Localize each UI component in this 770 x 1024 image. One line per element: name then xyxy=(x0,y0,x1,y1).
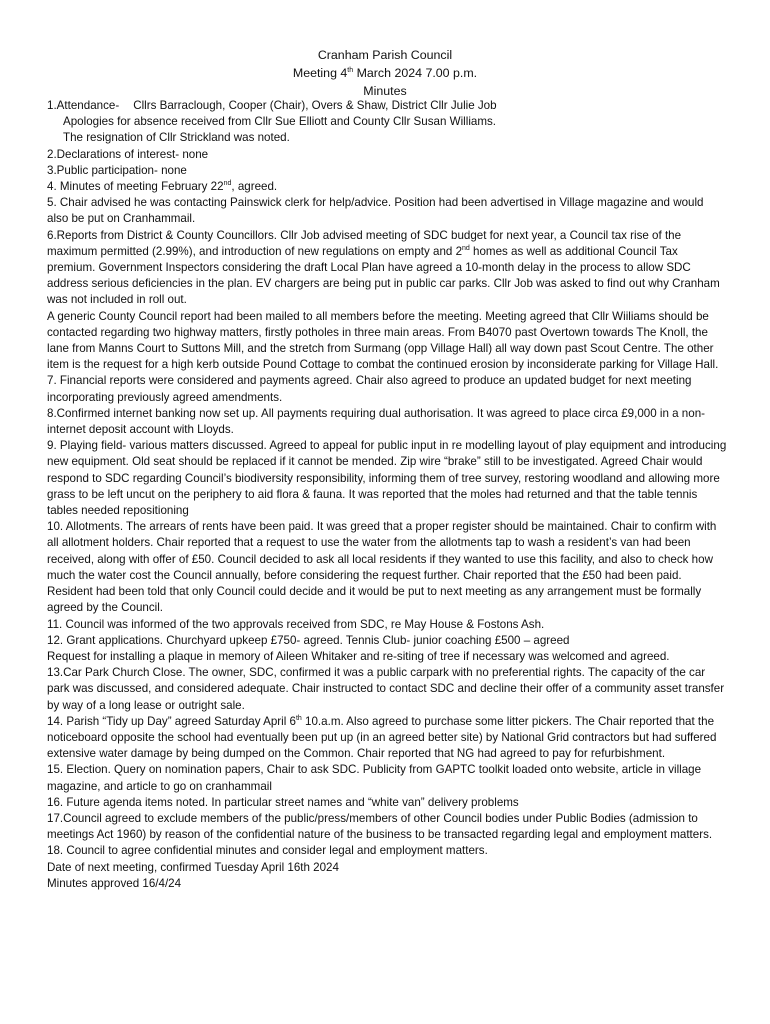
item-16-future-agenda: 16. Future agenda items noted. In particular street names and “white van” delivery problems xyxy=(47,795,519,809)
item-4-sup: nd xyxy=(223,180,232,188)
item-13-car-park: 13.Car Park Church Close. The owner, SDC, confirmed it was a public carpark with no preferential rights. The capacity of the car park was discussed, and considered adequate. Chair instructed to contact SDC and decline their offer of a community asset transfer by way of a long lease or outright sale. xyxy=(47,666,725,712)
item-4-pre: 4. Minutes of meeting February 22 xyxy=(47,180,224,194)
council-name: Cranham Parish Council xyxy=(317,48,453,62)
item-6-county-report: A generic County Council report had been mailed to all members before the meeting. Meeting agreed that Cllr Wiiliams should be contacted regarding two highway matters, firstly potholes in three main areas. From B4070 past Overtown towards The Knoll, the lane from Manns Court to Suttons Mill, and the stretch from Surmang (opp Village Hall) all way down past Scout Centre. The other item is the request for a high kerb outside Pound Cottage to combat the continued erosion by inconsiderate parking for Village Hall. xyxy=(47,309,719,372)
item-9-playing-field: 9. Playing field- various matters discussed. Agreed to appeal for public input in re modelling layout of play equipment and introducing new equipment. Old seat should be replaced if it cannot be mended. Zip wire “brake” still to be investigated. Agreed Chair would respond to SDC regarding Council’s biodiversity responsibility, informing them of tree survey, restoring woodland and allowing more grass to be left uncut on the periphery to aid flora & fauna. It was reported that the moles had returned and that the table tennis tables needed repositioning xyxy=(47,439,727,518)
item-2-declarations: 2.Declarations of interest- none xyxy=(47,147,209,161)
item-1-text: Cllrs Barraclough, Cooper (Chair), Overs & Shaw, District Cllr Julie Job xyxy=(133,99,497,112)
item-4-post: , agreed. xyxy=(231,180,278,194)
minutes-body xyxy=(47,98,727,892)
item-1-apologies: Apologies for absence received from Cllr Sue Elliott and County Cllr Susan Williams. xyxy=(63,115,497,129)
meeting-date-post: March 2024 7.00 p.m. xyxy=(353,66,478,80)
meeting-date xyxy=(0,64,770,82)
document-header xyxy=(0,46,770,100)
item-17-exclusion: 17.Council agreed to exclude members of the public/press/members of other Council bodies under Public Bodies (admission to meetings Act 1960) by reason of the confidential nature of the business to be transacted regarding legal and employment matters. xyxy=(47,811,713,842)
item-14-pre: 14. Parish “Tidy up Day” agreed Saturday April 6 xyxy=(47,714,296,728)
minutes-approved: Minutes approved 16/4/24 xyxy=(47,876,182,890)
item-6-post: homes as well as additional Council Tax premium. Government Inspectors considering the draft Local Plan have agreed a 10-month delay in the process to allow SDC address serious deficiencies in the plan. EV chargers are being put in public car parks. Cllr Job was asked to find out why Cranham was not included in roll out. xyxy=(47,244,720,307)
item-6-pre: 6.Reports from District & County Councillors. Cllr Job advised meeting of SDC budget for next year, a Council tax rise of the maximum permitted (2.99%), and introduction of new regulations on empty and 2 xyxy=(47,228,682,258)
next-meeting-date: Date of next meeting, confirmed Tuesday April 16th 2024 xyxy=(47,860,339,874)
item-11-approvals: 11. Council was informed of the two approvals received from SDC, re May House & Fostons Ash. xyxy=(47,617,545,631)
meeting-date-sup: th xyxy=(347,66,354,74)
item-8-banking: 8.Confirmed internet banking now set up. All payments requiring dual authorisation. It was agreed to place circa £9,000 in a non-internet deposit account with Lloyds. xyxy=(47,406,706,437)
item-18-confidential: 18. Council to agree confidential minutes and consider legal and employment matters. xyxy=(47,844,488,858)
item-3-public-participation: 3.Public participation- none xyxy=(47,163,187,177)
item-14-post: 10.a.m. Also agreed to purchase some litter pickers. The Chair reported that the noticeboard opposite the school had eventually been put up (in an agreed better site) by National Grid contractors but had suffered extensive water damage by being dumped on the Common. Chair reported that NG had agreed to pay for refurbishment. xyxy=(47,714,717,761)
item-14-tidy-up-day xyxy=(47,714,727,763)
item-6-reports xyxy=(47,228,727,309)
section-title: Minutes xyxy=(363,84,407,98)
item-14-sup: th xyxy=(295,714,302,722)
item-12-plaque: Request for installing a plaque in memory of Aileen Whitaker and re-siting of tree if necessary was welcomed and agreed. xyxy=(47,649,670,663)
item-1-attendance xyxy=(47,98,727,114)
item-1-resignation: The resignation of Cllr Strickland was noted. xyxy=(63,131,290,145)
item-1-label: 1.Attendance- xyxy=(47,99,120,112)
item-12-grants: 12. Grant applications. Churchyard upkeep £750- agreed. Tennis Club- junior coaching £500 – agreed xyxy=(47,633,570,647)
meeting-date-pre: Meeting 4 xyxy=(292,66,348,80)
item-6-sup: nd xyxy=(462,244,470,252)
item-5-clerk: 5. Chair advised he was contacting Painswick clerk for help/advice. Position had been advertised in Village magazine and would also be put on Cranhammail. xyxy=(47,196,704,226)
item-15-election: 15. Election. Query on nomination papers, Chair to ask SDC. Publicity from GAPTC toolkit loaded onto website, article in village magazine, and article to go on cranhammail xyxy=(47,763,702,793)
item-10-allotments: 10. Allotments. The arrears of rents have been paid. It was greed that a proper register should be maintained. Chair to confirm with all allotment holders. Chair reported that a request to use the water from the allotments tap to wash a resident’s van had been received, along with offer of £50. Council decided to ask all local residents if they wanted to use this facility, and also to check how much the water cost the Council annually, before considering the request further. Chair reported that the £50 had been paid. Resident had been told that only Council could decide and it would be put to next meeting as any arrangement must be formally agreed by the Council. xyxy=(47,520,717,615)
item-4-minutes xyxy=(47,179,727,195)
item-7-financial: 7. Financial reports were considered and payments agreed. Chair also agreed to produce an updated budget for next meeting incorporating previously agreed amendments. xyxy=(47,374,692,404)
